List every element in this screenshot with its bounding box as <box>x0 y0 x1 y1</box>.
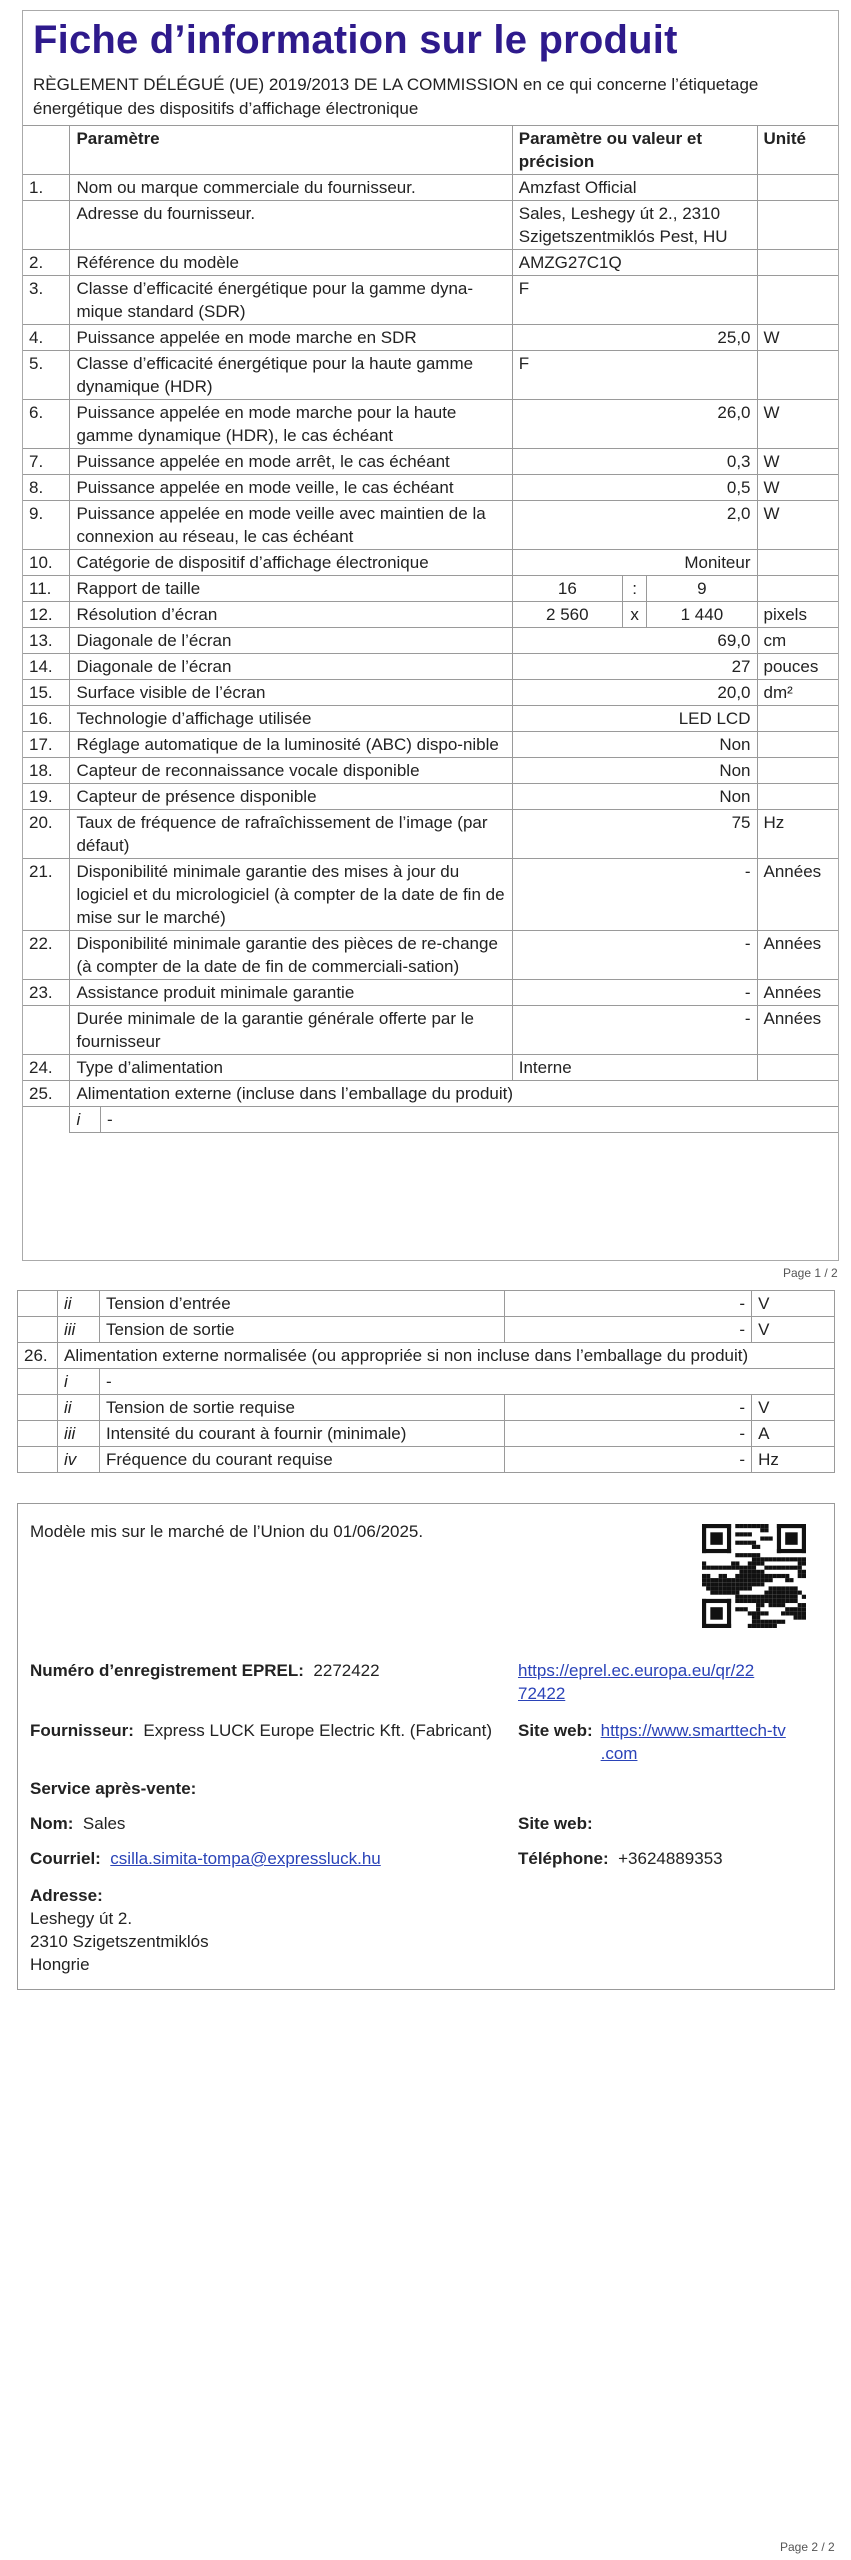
website-label: Site web: <box>518 1721 593 1740</box>
row-value: 20,0 <box>512 680 757 706</box>
row-unit: V <box>752 1395 835 1421</box>
row-parameter: Réglage automatique de la luminosité (ABC) dispo-nible <box>70 732 512 758</box>
row-parameter: Durée minimale de la garantie générale offerte par le fournisseur <box>70 1006 512 1055</box>
row-value: F <box>512 351 757 400</box>
table-row <box>23 732 838 758</box>
row-parameter: Tension d’entrée <box>99 1291 504 1317</box>
address-line-3: Hongrie <box>30 1955 90 1974</box>
row-value: Amzfast Official <box>512 175 757 201</box>
row-parameter: Tension de sortie requise <box>99 1395 504 1421</box>
external-power-table <box>17 1290 835 1473</box>
row-parameter: Puissance appelée en mode marche en SDR <box>70 325 512 351</box>
table-row <box>23 931 838 980</box>
row-unit: cm <box>757 628 838 654</box>
row-number: 14. <box>23 654 70 680</box>
page-number-2: Page 2 / 2 <box>780 2540 835 2554</box>
row-number: 16. <box>23 706 70 732</box>
table-row <box>23 550 838 576</box>
table-row <box>18 1421 835 1447</box>
row-number: 17. <box>23 732 70 758</box>
address-line-2: 2310 Szigetszentmiklós <box>30 1932 209 1951</box>
eprel-link[interactable] <box>518 1661 754 1703</box>
row-value <box>512 602 757 628</box>
row-unit: V <box>752 1317 835 1343</box>
address-label: Adresse: <box>30 1886 103 1905</box>
table-row-26i <box>18 1369 835 1395</box>
row-number: 25. <box>23 1081 70 1107</box>
row-value: 25,0 <box>512 325 757 351</box>
row-value: Non <box>512 758 757 784</box>
ratio-part: 2 560 <box>513 602 623 627</box>
regulation-subtitle: RÈGLEMENT DÉLÉGUÉ (UE) 2019/2013 DE LA COMMISSION en ce qui concerne l’étiquetage énergétique des dispositifs d’affichage électronique <box>33 75 759 118</box>
row-unit <box>757 175 838 201</box>
service-heading: Service après-vente: <box>30 1779 197 1798</box>
table-row <box>23 810 838 859</box>
row-parameter: Puissance appelée en mode veille avec maintien de la connexion au réseau, le cas échéant <box>70 501 512 550</box>
row-number: 2. <box>23 250 70 276</box>
table-row <box>23 449 838 475</box>
row-value: 69,0 <box>512 628 757 654</box>
row-unit <box>757 1055 838 1081</box>
row-parameter: Disponibilité minimale garantie des mises à jour du logiciel et du micrologiciel (à compter de la date de fin de mise sur le marché) <box>70 859 512 931</box>
row-number <box>23 201 70 250</box>
market-date: Modèle mis sur le marché de l’Union du 01/06/2025. <box>30 1522 424 1541</box>
product-info-sheet-page2 <box>17 1290 835 1473</box>
row-value: - <box>505 1317 752 1343</box>
row-unit <box>757 784 838 810</box>
table-row <box>23 980 838 1006</box>
service-name-value: Sales <box>82 1814 126 1833</box>
phone-value: +3624889353 <box>618 1849 723 1868</box>
row-value: - <box>512 980 757 1006</box>
row-unit <box>757 758 838 784</box>
row-unit <box>757 351 838 400</box>
row-parameter: Résolution d’écran <box>70 602 512 628</box>
row-value: - <box>505 1421 752 1447</box>
row-value: Interne <box>512 1055 757 1081</box>
page-number-1: Page 1 / 2 <box>783 1266 838 1280</box>
product-info-sheet-page1 <box>22 10 839 1261</box>
row-parameter: Technologie d’affichage utilisée <box>70 706 512 732</box>
row-parameter: Alimentation externe normalisée (ou appropriée si non incluse dans l’emballage du produit) <box>57 1343 834 1369</box>
row-unit <box>757 550 838 576</box>
ratio-separator: x <box>622 602 646 627</box>
row-value: - <box>512 859 757 931</box>
row-unit: Hz <box>757 810 838 859</box>
table-row <box>23 602 838 628</box>
row-value: 27 <box>512 654 757 680</box>
row-unit: Années <box>757 980 838 1006</box>
table-row <box>23 175 838 201</box>
row-parameter: Puissance appelée en mode arrêt, le cas échéant <box>70 449 512 475</box>
row-number-empty <box>18 1421 58 1447</box>
row-number: 13. <box>23 628 70 654</box>
eprel-number: 2272422 <box>313 1661 380 1680</box>
website-row <box>518 1719 818 1765</box>
supplier-value: Express LUCK Europe Electric Kft. (Fabricant) <box>143 1721 492 1740</box>
row-parameter: Rapport de taille <box>70 576 512 602</box>
row-number-empty <box>18 1291 58 1317</box>
row-parameter: Alimentation externe (incluse dans l’emballage du produit) <box>70 1081 838 1107</box>
table-header-row <box>23 126 838 175</box>
row-value: 0,5 <box>512 475 757 501</box>
row-value: - <box>512 1006 757 1055</box>
row-unit: Années <box>757 859 838 931</box>
row-number: 10. <box>23 550 70 576</box>
table-row <box>18 1291 835 1317</box>
row-value: AMZG27C1Q <box>512 250 757 276</box>
row-number: 8. <box>23 475 70 501</box>
row-number: 19. <box>23 784 70 810</box>
row-number: 24. <box>23 1055 70 1081</box>
header-num <box>23 126 70 175</box>
email-row <box>30 1847 381 1870</box>
row-value: LED LCD <box>512 706 757 732</box>
table-row <box>23 576 838 602</box>
row-number: 4. <box>23 325 70 351</box>
row-number-empty <box>18 1395 58 1421</box>
row-parameter: Référence du modèle <box>70 250 512 276</box>
table-row-25i <box>23 1107 838 1133</box>
sub-value: - <box>100 1107 838 1132</box>
row-parameter: Catégorie de dispositif d’affichage électronique <box>70 550 512 576</box>
table-row <box>23 1055 838 1081</box>
row-unit: Hz <box>752 1447 835 1473</box>
row-parameter: Disponibilité minimale garantie des pièces de re-change (à compter de la date de fin de commerciali-sation) <box>70 931 512 980</box>
row-number: 20. <box>23 810 70 859</box>
row-unit: dm² <box>757 680 838 706</box>
row-number-empty <box>18 1369 58 1395</box>
eprel-registration <box>30 1659 380 1682</box>
row-number: 7. <box>23 449 70 475</box>
table-row <box>23 1006 838 1055</box>
table-row <box>23 628 838 654</box>
table-row <box>23 276 838 325</box>
row-number: 12. <box>23 602 70 628</box>
service-website-label: Site web: <box>518 1814 593 1833</box>
row-value: - <box>505 1447 752 1473</box>
parameter-table <box>23 125 838 1133</box>
row-number: 3. <box>23 276 70 325</box>
row-unit: pouces <box>757 654 838 680</box>
phone-label: Téléphone: <box>518 1849 609 1868</box>
table-row <box>23 654 838 680</box>
row-value: Non <box>512 784 757 810</box>
row-parameter: Adresse du fournisseur. <box>70 201 512 250</box>
email-label: Courriel: <box>30 1849 101 1868</box>
eprel-label: Numéro d’enregistrement EPREL: <box>30 1661 304 1680</box>
sub-index: ii <box>57 1291 99 1317</box>
qr-code-icon <box>702 1524 806 1628</box>
row-number: 9. <box>23 501 70 550</box>
row-number-empty <box>18 1447 58 1473</box>
row-unit <box>757 201 838 250</box>
sub-value: - <box>99 1369 834 1395</box>
row-parameter: Type d’alimentation <box>70 1055 512 1081</box>
row-number: 1. <box>23 175 70 201</box>
sub-index: iv <box>57 1447 99 1473</box>
row-value: - <box>505 1395 752 1421</box>
eprel-link-part2: 72422 <box>518 1684 566 1703</box>
row-parameter: Tension de sortie <box>99 1317 504 1343</box>
service-name-label: Nom: <box>30 1814 74 1833</box>
row-parameter: Puissance appelée en mode marche pour la haute gamme dynamique (HDR), le cas échéant <box>70 400 512 449</box>
supplier-row <box>30 1719 492 1742</box>
table-row <box>23 475 838 501</box>
row-number: 26. <box>18 1343 58 1369</box>
row-unit: A <box>752 1421 835 1447</box>
row-parameter: Classe d’efficacité énergétique pour la haute gamme dynamique (HDR) <box>70 351 512 400</box>
row-number: 21. <box>23 859 70 931</box>
table-row <box>23 250 838 276</box>
ratio-part: 16 <box>513 576 623 601</box>
row-parameter: Nom ou marque commerciale du fournisseur. <box>70 175 512 201</box>
row-parameter: Fréquence du courant requise <box>99 1447 504 1473</box>
row-number: 5. <box>23 351 70 400</box>
row-parameter: Assistance produit minimale garantie <box>70 980 512 1006</box>
ratio-part: 1 440 <box>647 602 757 627</box>
sub-index: iii <box>57 1421 99 1447</box>
row-parameter: Taux de fréquence de rafraîchissement de l’image (par défaut) <box>70 810 512 859</box>
table-row <box>23 351 838 400</box>
sub-index: ii <box>57 1395 99 1421</box>
row-value: Non <box>512 732 757 758</box>
table-row <box>23 400 838 449</box>
ratio-separator: : <box>622 576 646 601</box>
row-sub <box>70 1107 838 1133</box>
row-unit: W <box>757 400 838 449</box>
table-row <box>23 784 838 810</box>
row-number: 11. <box>23 576 70 602</box>
row-unit <box>757 576 838 602</box>
table-row <box>23 859 838 931</box>
row-number <box>23 1006 70 1055</box>
row-parameter: Capteur de reconnaissance vocale disponible <box>70 758 512 784</box>
eprel-link-part1: https://eprel.ec.europa.eu/qr/22 <box>518 1661 755 1680</box>
row-unit: W <box>757 325 838 351</box>
row-parameter: Capteur de présence disponible <box>70 784 512 810</box>
row-value: - <box>512 931 757 980</box>
row-unit: pixels <box>757 602 838 628</box>
table-row <box>23 758 838 784</box>
row-unit: Années <box>757 931 838 980</box>
row-value: - <box>505 1291 752 1317</box>
row-number: 18. <box>23 758 70 784</box>
email-link[interactable]: csilla.simita-tompa@expressluck.hu <box>110 1849 381 1868</box>
table-row <box>23 201 838 250</box>
table-row <box>23 680 838 706</box>
page-title: Fiche d’information sur le produit <box>33 18 678 62</box>
table-row <box>23 706 838 732</box>
row-parameter: Surface visible de l’écran <box>70 680 512 706</box>
row-value: 2,0 <box>512 501 757 550</box>
row-value: 26,0 <box>512 400 757 449</box>
row-value: Moniteur <box>512 550 757 576</box>
sub-index: i <box>70 1107 100 1132</box>
row-unit <box>757 706 838 732</box>
row-unit <box>757 276 838 325</box>
row-number: 22. <box>23 931 70 980</box>
row-value: 0,3 <box>512 449 757 475</box>
table-row <box>18 1395 835 1421</box>
table-row-25 <box>23 1081 838 1107</box>
row-unit: W <box>757 475 838 501</box>
table-row <box>23 501 838 550</box>
table-row <box>23 325 838 351</box>
row-parameter: Intensité du courant à fournir (minimale) <box>99 1421 504 1447</box>
website-link-part1: https://www.smarttech-tv <box>600 1721 786 1740</box>
header-unit: Unité <box>757 126 838 175</box>
row-parameter: Diagonale de l’écran <box>70 654 512 680</box>
address-line-1: Leshegy út 2. <box>30 1909 133 1928</box>
sub-index: iii <box>57 1317 99 1343</box>
service-name-row <box>30 1812 125 1835</box>
row-parameter: Classe d’efficacité énergétique pour la gamme dyna-mique standard (SDR) <box>70 276 512 325</box>
header-parameter: Paramètre <box>70 126 512 175</box>
row-unit: Années <box>757 1006 838 1055</box>
row-number-empty <box>23 1107 70 1133</box>
row-unit: V <box>752 1291 835 1317</box>
row-value: Sales, Leshegy út 2., 2310 Szigetszentmiklós Pest, HU <box>512 201 757 250</box>
website-link-part2: .com <box>600 1744 638 1763</box>
row-unit <box>757 732 838 758</box>
eprel-link-block <box>518 1659 808 1705</box>
table-row <box>18 1447 835 1473</box>
row-value: 75 <box>512 810 757 859</box>
supplier-label: Fournisseur: <box>30 1721 134 1740</box>
address-block <box>30 1884 209 1976</box>
row-number: 23. <box>23 980 70 1006</box>
phone-row <box>518 1847 723 1870</box>
row-value <box>512 576 757 602</box>
ratio-part: 9 <box>647 576 757 601</box>
registration-info-box <box>17 1503 835 1990</box>
header-value: Paramètre ou valeur et précision <box>512 126 757 175</box>
website-link[interactable] <box>601 1719 786 1765</box>
row-number: 6. <box>23 400 70 449</box>
row-parameter: Puissance appelée en mode veille, le cas échéant <box>70 475 512 501</box>
table-row <box>18 1317 835 1343</box>
row-unit: W <box>757 449 838 475</box>
row-unit <box>757 250 838 276</box>
row-value: F <box>512 276 757 325</box>
table-row-26 <box>18 1343 835 1369</box>
sub-index: i <box>57 1369 99 1395</box>
row-number-empty <box>18 1317 58 1343</box>
row-unit: W <box>757 501 838 550</box>
row-parameter: Diagonale de l’écran <box>70 628 512 654</box>
row-number: 15. <box>23 680 70 706</box>
